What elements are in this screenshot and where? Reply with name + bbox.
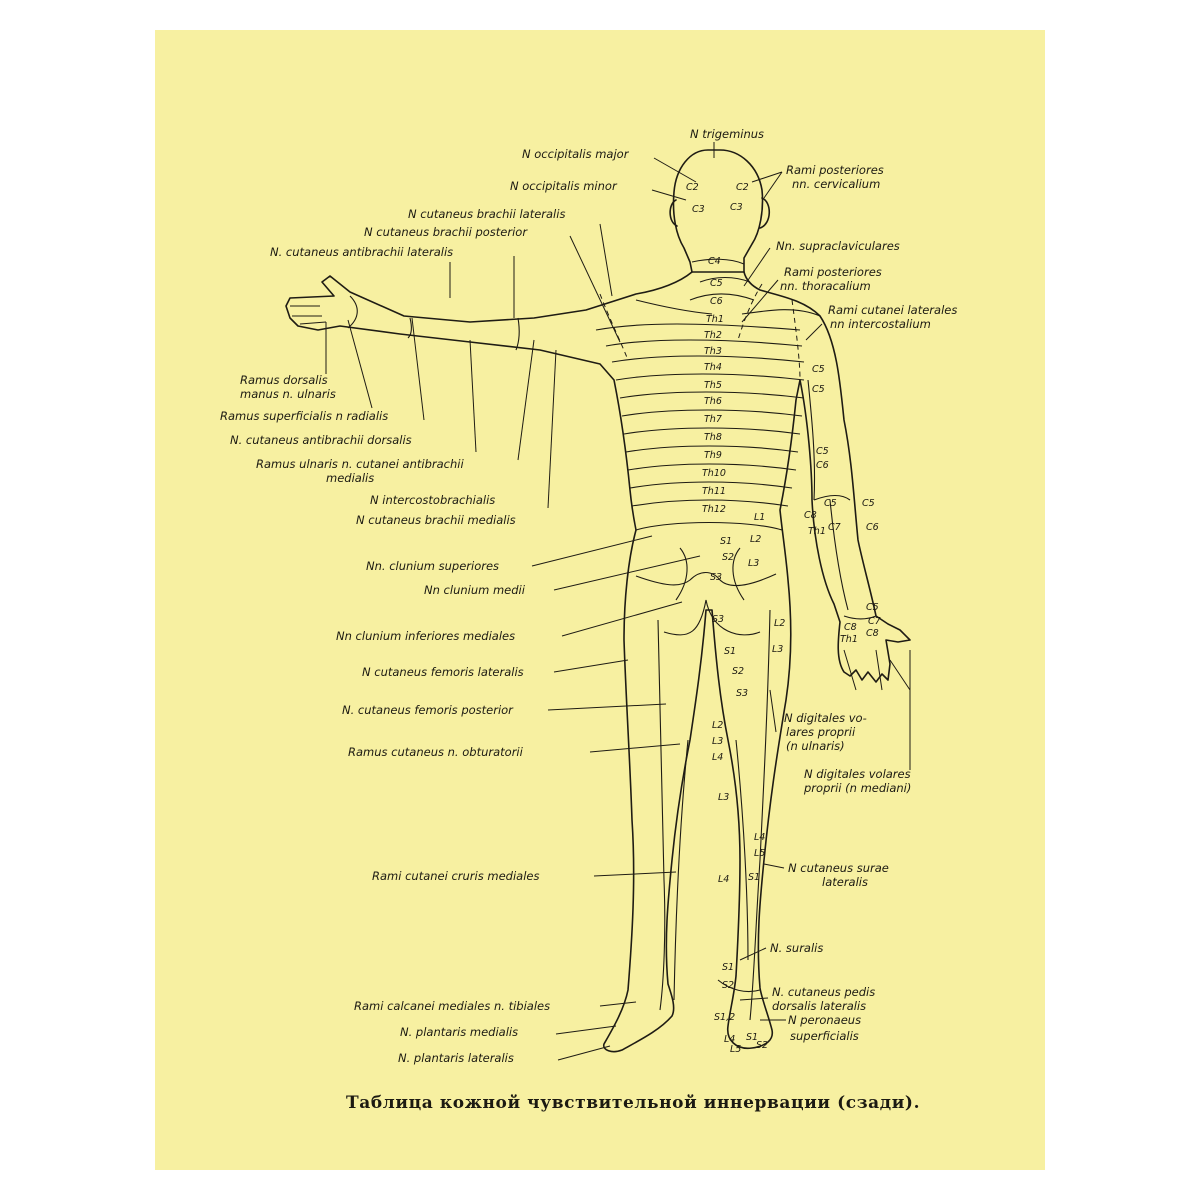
seg-th5: Th5 xyxy=(704,380,722,391)
seg-s2-foot: S2 xyxy=(756,1040,769,1051)
seg-l3-shin: L3 xyxy=(718,792,730,803)
seg-l5-foot: L5 xyxy=(730,1044,742,1055)
seg-c2-left: C2 xyxy=(686,182,699,193)
label-cutaneus-antibrachii-dorsalis: N. cutaneus antibrachii dorsalis xyxy=(230,433,412,447)
label-rami-cutanei-laterales-2: nn intercostalium xyxy=(830,317,931,331)
seg-c5-forearm: C5 xyxy=(824,498,837,509)
seg-l2: L2 xyxy=(750,534,762,545)
label-digitales-ulnaris-2: lares proprii xyxy=(786,725,856,739)
label-ramus-dorsalis-2: manus n. ulnaris xyxy=(240,387,336,401)
seg-s3-low: S3 xyxy=(712,614,725,625)
seg-c7-forearm: C7 xyxy=(828,522,841,533)
label-rami-posteriores-thoracic-1: Rami posteriores xyxy=(784,265,882,279)
seg-c6: C6 xyxy=(710,296,723,307)
label-digitales-mediani-1: N digitales volares xyxy=(804,767,911,781)
seg-th4: Th4 xyxy=(704,362,722,373)
seg-th1: Th1 xyxy=(706,314,724,325)
label-ramus-dorsalis-1: Ramus dorsalis xyxy=(240,373,328,387)
seg-s1-foot: S1 xyxy=(746,1032,759,1043)
seg-th10: Th10 xyxy=(702,468,726,479)
left-hand-fingers xyxy=(290,306,326,324)
seg-l4-foot: L4 xyxy=(724,1034,736,1045)
label-clunium-medii: Nn clunium medii xyxy=(424,583,525,597)
seg-s3-thigh: S3 xyxy=(736,688,749,699)
label-rami-cutanei-laterales-1: Rami cutanei laterales xyxy=(828,303,958,317)
label-surae-lateralis-2: lateralis xyxy=(822,875,868,889)
nerve-labels xyxy=(220,127,957,1065)
label-ramus-ulnaris-1: Ramus ulnaris n. cutanei antibrachii xyxy=(256,457,464,471)
seg-c2-right: C2 xyxy=(736,182,749,193)
seg-c5-arm: C5 xyxy=(812,364,825,375)
seg-l1: L1 xyxy=(754,512,766,523)
seg-c5: C5 xyxy=(710,278,723,289)
seg-l4-calf: L4 xyxy=(754,832,766,843)
label-clunium-superiores: Nn. clunium superiores xyxy=(366,559,500,573)
seg-s2-ankle: S2 xyxy=(722,980,735,991)
seg-s1-thigh: S1 xyxy=(724,646,737,657)
head-outline xyxy=(673,150,762,272)
label-cutaneus-brachii-posterior: N cutaneus brachii posterior xyxy=(364,225,528,239)
figure-caption: Таблица кожной чувствительной иннервации (сзади). xyxy=(346,1093,921,1113)
seg-c4: C4 xyxy=(708,256,721,267)
seg-th1-palm: Th1 xyxy=(840,634,858,645)
seg-l4-shin: L4 xyxy=(718,874,730,885)
label-cutaneus-brachii-medialis: N cutaneus brachii medialis xyxy=(356,513,516,527)
seg-c5-arm-3: C5 xyxy=(816,446,829,457)
seg-c8-hand: C8 xyxy=(866,628,879,639)
seg-th7: Th7 xyxy=(704,414,722,425)
label-digitales-mediani-2: proprii (n mediani) xyxy=(804,781,912,795)
seg-s2: S2 xyxy=(722,552,735,563)
label-rami-posteriores-cervical-2: nn. cervicalium xyxy=(792,177,881,191)
label-femoris-lateralis: N cutaneus femoris lateralis xyxy=(362,665,524,679)
label-rami-calcanei: Rami calcanei mediales n. tibiales xyxy=(354,999,551,1013)
seg-th3: Th3 xyxy=(704,346,722,357)
label-plantaris-lateralis: N. plantaris lateralis xyxy=(398,1051,514,1065)
label-cutaneus-antibrachii-lateralis: N. cutaneus antibrachii lateralis xyxy=(270,245,454,259)
seg-s2-thigh: S2 xyxy=(732,666,745,677)
seg-l3-thigh: L3 xyxy=(772,644,784,655)
label-surae-lateralis-1: N cutaneus surae xyxy=(788,861,889,875)
label-rami-posteriores-cervical-1: Rami posteriores xyxy=(786,163,884,177)
label-suralis: N. suralis xyxy=(770,941,824,955)
label-plantaris-medialis: N. plantaris medialis xyxy=(400,1025,519,1039)
seg-th11: Th11 xyxy=(702,486,726,497)
label-pedis-dorsalis-1: N. cutaneus pedis xyxy=(772,985,876,999)
label-rami-posteriores-thoracic-2: nn. thoracalium xyxy=(780,279,871,293)
label-ramus-obturatorii: Ramus cutaneus n. obturatorii xyxy=(348,745,523,759)
label-occipitalis-minor: N occipitalis minor xyxy=(510,179,617,193)
seg-s1-ankle: S1 xyxy=(722,962,735,973)
label-digitales-ulnaris-1: N digitales vo- xyxy=(784,711,867,725)
seg-l2-knee: L2 xyxy=(712,720,724,731)
seg-l2-thigh: L2 xyxy=(774,618,786,629)
seg-c6-arm: C6 xyxy=(816,460,829,471)
dashed-boundaries xyxy=(600,284,800,380)
seg-s12-foot: S1,2 xyxy=(714,1012,736,1023)
seg-c5-hand: C5 xyxy=(866,602,879,613)
seg-l4-knee: L4 xyxy=(712,752,724,763)
label-intercostobrachialis: N intercostobrachialis xyxy=(370,493,496,507)
seg-s1: S1 xyxy=(720,536,733,547)
seg-l3: L3 xyxy=(748,558,760,569)
label-ramus-superficialis-radialis: Ramus superficialis n radialis xyxy=(220,409,389,423)
seg-s3: S3 xyxy=(710,572,723,583)
seg-c7-hand: C7 xyxy=(868,616,881,627)
seg-th9: Th9 xyxy=(704,450,722,461)
seg-c3-left: C3 xyxy=(692,204,705,215)
label-trigeminus: N trigeminus xyxy=(690,127,765,141)
seg-c3-right: C3 xyxy=(730,202,743,213)
seg-l5-calf: L5 xyxy=(754,848,766,859)
seg-c5-outer: C5 xyxy=(862,498,875,509)
seg-c8-palm: C8 xyxy=(844,622,857,633)
label-cutaneus-brachii-lateralis: N cutaneus brachii lateralis xyxy=(408,207,566,221)
seg-th2: Th2 xyxy=(704,330,722,341)
label-femoris-posterior: N. cutaneus femoris posterior xyxy=(342,703,513,717)
seg-th6: Th6 xyxy=(704,396,722,407)
seg-th8: Th8 xyxy=(704,432,722,443)
label-clunium-inferiores: Nn clunium inferiores mediales xyxy=(336,629,516,643)
label-ramus-ulnaris-2: medialis xyxy=(326,471,375,485)
seg-s1-calf: S1 xyxy=(748,872,761,883)
seg-th12: Th12 xyxy=(702,504,726,515)
label-rami-cruris-mediales: Rami cutanei cruris mediales xyxy=(372,869,540,883)
seg-c6-outer: C6 xyxy=(866,522,879,533)
label-pedis-dorsalis-2: dorsalis lateralis xyxy=(772,999,867,1013)
label-peronaeus-2: superficialis xyxy=(790,1029,859,1043)
seg-c5-arm-2: C5 xyxy=(812,384,825,395)
label-digitales-ulnaris-3: (n ulnaris) xyxy=(786,739,845,753)
label-peronaeus-1: N peronaeus xyxy=(788,1013,862,1027)
seg-th1-forearm: Th1 xyxy=(808,526,826,537)
label-supraclaviculares: Nn. supraclaviculares xyxy=(776,239,900,253)
seg-c8-forearm: C8 xyxy=(804,510,817,521)
seg-l3-knee: L3 xyxy=(712,736,724,747)
label-occipitalis-major: N occipitalis major xyxy=(522,147,629,161)
